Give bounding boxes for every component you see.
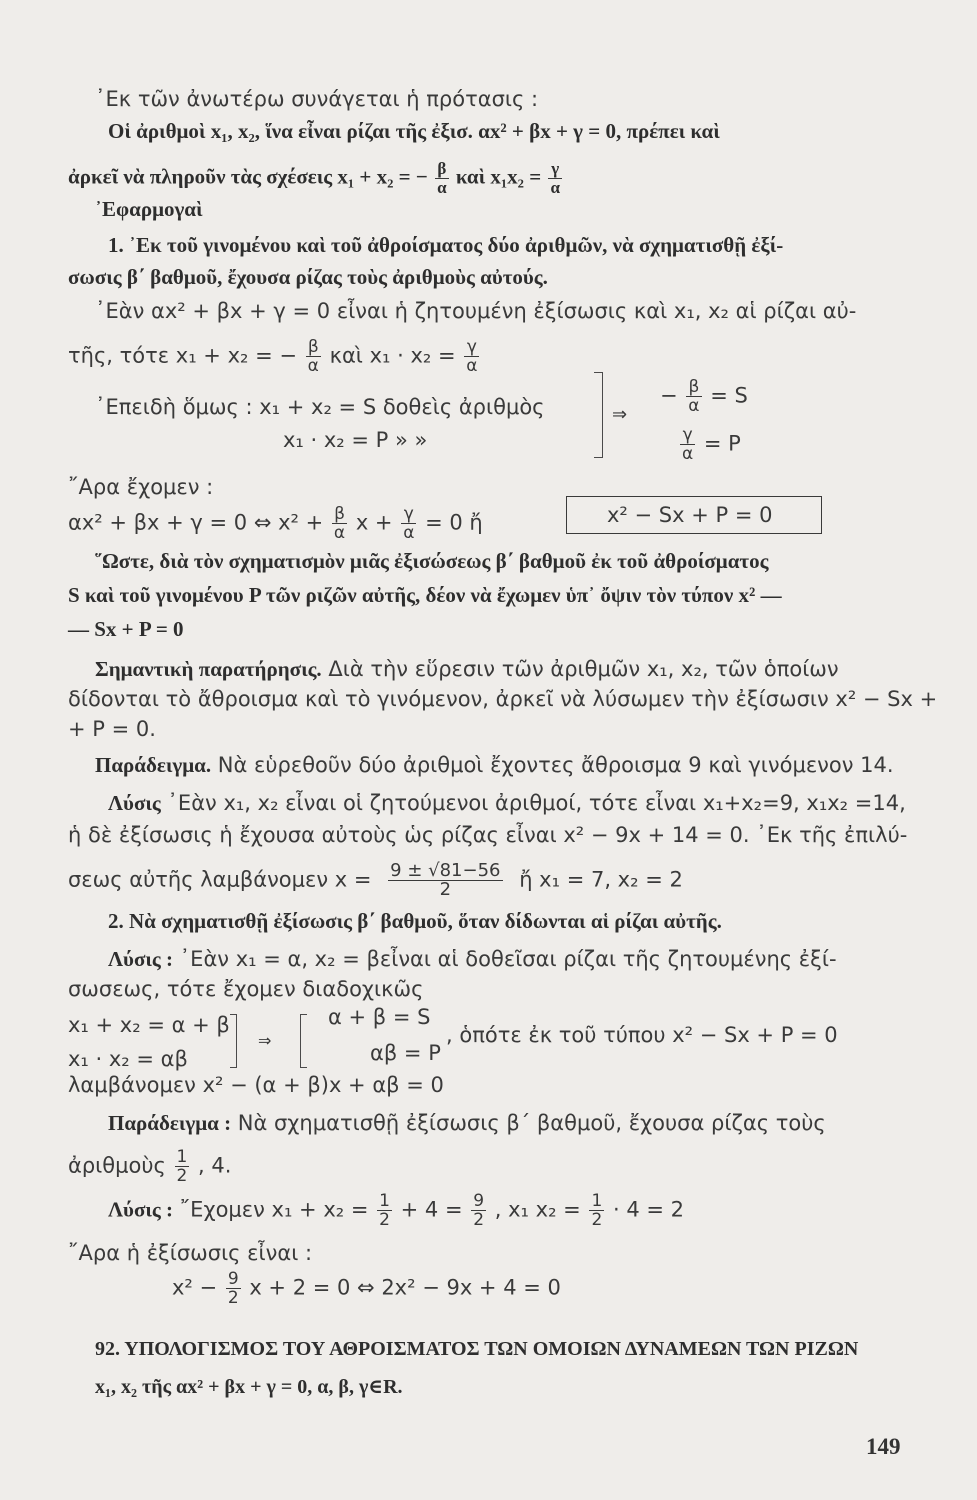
text-segment: αx² + βx + γ = 0 ⇔ x² + — [68, 510, 324, 535]
application-heading: 2. Νὰ σχηματισθῇ ἐξίσωσις β΄ βαθμοῦ, ὅταν δίδωνται αἱ ρίζαι αὐτῆς. — [108, 909, 722, 933]
text-line: ᾽Επειδὴ ὅμως : x₁ + x₂ = S δοθεὶς ἀριθμὸς — [95, 395, 545, 419]
text-segment: ᾽Εὰν x₁ = α, x₂ = βεἶναι αἱ δοθεῖσαι ρίζαι τῆς ζητουμένης ἐξί- — [173, 947, 837, 971]
solution-line — [108, 1192, 684, 1229]
text-line: ῎Αρα ἔχομεν : — [68, 475, 214, 499]
example-line — [95, 752, 894, 778]
text-line — [68, 338, 481, 375]
section-title-cont: x₁, x₂ τῆς αx² + βx + γ = 0, α, β, γ∈R. — [95, 1376, 403, 1398]
system-line: α + β = S — [328, 1005, 431, 1029]
text-line: , ὁπότε ἐκ τοῦ τύπου x² − Sx + P = 0 — [446, 1023, 838, 1047]
fraction: $\frac{\gamma}{\alpha}$ — [466, 337, 478, 376]
section-heading: ᾽Εφαρμογαὶ — [95, 197, 203, 221]
text-line: ᾽Εκ τῶν ἀνωτέρω συνάγεται ἡ πρότασις : — [95, 87, 539, 111]
text-segment: ἀρκεῖ νὰ πληροῦν τὰς σχέσεις x₁ + x₂ = − — [68, 164, 428, 189]
solution-label: Λύσις : — [108, 947, 173, 971]
equation-line — [68, 862, 683, 899]
remark-label: Σημαντικὴ παρατήρησις. — [95, 657, 322, 681]
fraction: $\frac{9}{2}$ — [473, 1191, 485, 1230]
text-segment: καὶ x₁x₂ = — [455, 164, 542, 189]
text-segment: , x₁ x₂ = — [494, 1197, 581, 1222]
system-line: αβ = P — [370, 1041, 441, 1065]
text-segment: καὶ x₁ · x₂ = — [329, 343, 456, 368]
system-line — [678, 426, 741, 463]
left-brace — [300, 1014, 307, 1068]
right-brace — [594, 372, 603, 458]
bold-paragraph: S καὶ τοῦ γινομένου P τῶν ριζῶν αὐτῆς, δέον νὰ ἔχωμεν ὑπ᾽ ὄψιν τὸν τύπον x² — — [68, 583, 782, 607]
solution-line — [108, 946, 837, 972]
text-segment: σεως αὐτῆς λαμβάνομεν x = — [68, 867, 372, 892]
text-segment: = 0 ἤ — [425, 510, 483, 535]
text-line: ἡ δὲ ἐξίσωσις ἡ ἔχουσα αὐτοὺς ὡς ρίζας εἶναι x² − 9x + 14 = 0. ᾽Εκ τῆς ἐπιλύ- — [68, 823, 908, 847]
fraction: $\frac{1}{2}$ — [379, 1191, 390, 1230]
fraction: $\frac{\beta}{\alpha}$ — [307, 337, 319, 376]
text-segment: ἤ x₁ = 7, x₂ = 2 — [519, 867, 683, 892]
implies-arrow: ⇒ — [258, 1031, 272, 1050]
text-segment: = S — [710, 383, 748, 408]
text-segment: x + 2 = 0 ⇔ 2x² − 9x + 4 = 0 — [249, 1275, 561, 1300]
fraction: $\frac{\beta}{\alpha}$ — [437, 159, 447, 197]
section-title: 92. ΥΠΟΛΟΓΙΣΜΟΣ ΤΟΥ ΑΘΡΟΙΣΜΑΤΟΣ ΤΩΝ ΟΜΟΙΩΝ ΔΥΝΑΜΕΩΝ ΤΩΝ ΡΙΖΩΝ — [95, 1338, 859, 1360]
example-line — [108, 1110, 826, 1136]
theorem-statement-cont — [68, 160, 564, 197]
remark-line — [95, 656, 839, 682]
fraction: $\frac{\gamma}{\alpha}$ — [403, 504, 415, 543]
text-segment: x + — [355, 510, 393, 535]
text-segment: τῆς, τότε x₁ + x₂ = − — [68, 343, 297, 368]
bold-paragraph: ῞Ωστε, διὰ τὸν σχηματισμὸν μιᾶς ἐξισώσεως β΄ βαθμοῦ ἐκ τοῦ ἀθροίσματος — [95, 549, 769, 573]
text-line: δίδονται τὸ ἄθροισμα καὶ τὸ γινόμενον, ἀρκεῖ νὰ λύσωμεν τὴν ἐξίσωσιν x² − Sx + — [68, 687, 938, 711]
solution-line — [108, 790, 906, 816]
text-segment: − — [660, 383, 678, 408]
theorem-statement: Οἱ ἀριθμοὶ x₁, x₂, ἵνα εἶναι ρίζαι τῆς ἐξισ. αx² + βx + γ = 0, πρέπει καὶ — [108, 119, 720, 143]
example-label: Παράδειγμα : — [108, 1111, 232, 1135]
fraction: $\frac{1}{2}$ — [176, 1147, 188, 1186]
equation-line: x₁ · x₂ = αβ — [68, 1047, 188, 1071]
example-label: Παράδειγμα. — [95, 753, 212, 777]
text-segment: + 4 = — [400, 1197, 463, 1222]
fraction: $\frac{9}{2}$ — [227, 1269, 239, 1308]
fraction: $\frac{\gamma}{\alpha}$ — [550, 159, 560, 197]
boxed-formula-text: x² − Sx + P = 0 — [607, 503, 773, 527]
solution-label: Λύσις : — [108, 1197, 173, 1222]
implies-arrow: ⇒ — [612, 404, 628, 425]
text-segment: · 4 = 2 — [612, 1197, 684, 1222]
text-segment: Διὰ τὴν εὕρεσιν τῶν ἀριθμῶν x₁, x₂, τῶν ὁποίων — [321, 657, 839, 681]
fraction: $\frac{\beta}{\alpha}$ — [333, 504, 346, 543]
system-line — [660, 378, 748, 415]
right-brace — [230, 1014, 237, 1068]
text-segment: ῎Εχομεν x₁ + x₂ = — [173, 1197, 369, 1222]
text-segment: , 4. — [198, 1153, 232, 1178]
text-line: ᾽Εὰν αx² + βx + γ = 0 εἶναι ἡ ζητουμένη ἐξίσωσις καὶ x₁, x₂ αἱ ρίζαι αὐ- — [95, 299, 857, 323]
application-heading: 1. ᾽Εκ τοῦ γινομένου καὶ τοῦ ἀθροίσματος δύο ἀριθμῶν, νὰ σχηματισθῇ ἐξί- — [108, 233, 784, 257]
equation-line — [68, 505, 483, 542]
text-line: + P = 0. — [68, 717, 156, 741]
equation-line: x₁ + x₂ = α + β — [68, 1013, 230, 1037]
text-segment: ἀριθμοὺς — [68, 1153, 166, 1178]
text-segment: Νὰ εὑρεθοῦν δύο ἀριθμοὶ ἔχοντες ἄθροισμα 9 καὶ γινόμενον 14. — [211, 753, 894, 777]
text-line: σωσεως, τότε ἔχομεν διαδοχικῶς — [68, 977, 424, 1001]
bold-paragraph: — Sx + P = 0 — [68, 617, 184, 641]
page-number: 149 — [866, 1434, 901, 1459]
application-heading-cont: σωσις β΄ βαθμοῦ, ἔχουσα ρίζας τοὺς ἀριθμοὺς αὐτούς. — [68, 265, 548, 289]
text-segment: = P — [703, 431, 741, 456]
solution-label: Λύσις — [108, 791, 161, 815]
fraction: $\frac{\beta}{\alpha}$ — [688, 377, 700, 416]
text-segment: ᾽Εὰν x₁, x₂ εἶναι οἱ ζητούμενοι ἀριθμοί, τότε εἶναι x₁+x₂=9, x₁x₂ =14, — [160, 791, 906, 815]
text-segment: x² − — [172, 1275, 218, 1300]
equation-line — [172, 1270, 561, 1307]
fraction: $\frac{\gamma}{\alpha}$ — [682, 425, 694, 464]
boxed-formula — [566, 496, 822, 534]
text-segment: Νὰ σχηματισθῇ ἐξίσωσις β΄ βαθμοῦ, ἔχουσα ρίζας τοὺς — [231, 1111, 826, 1135]
equation-line: λαμβάνομεν x² − (α + β)x + αβ = 0 — [68, 1073, 444, 1097]
text-line: ῎Αρα ἡ ἐξίσωσις εἶναι : — [68, 1241, 313, 1265]
fraction: $\frac{9 \pm √81-56}{2}$ — [390, 860, 501, 900]
text-line: x₁ · x₂ = P » » — [283, 428, 428, 452]
text-line — [68, 1148, 231, 1185]
fraction: $\frac{1}{2}$ — [591, 1191, 603, 1230]
